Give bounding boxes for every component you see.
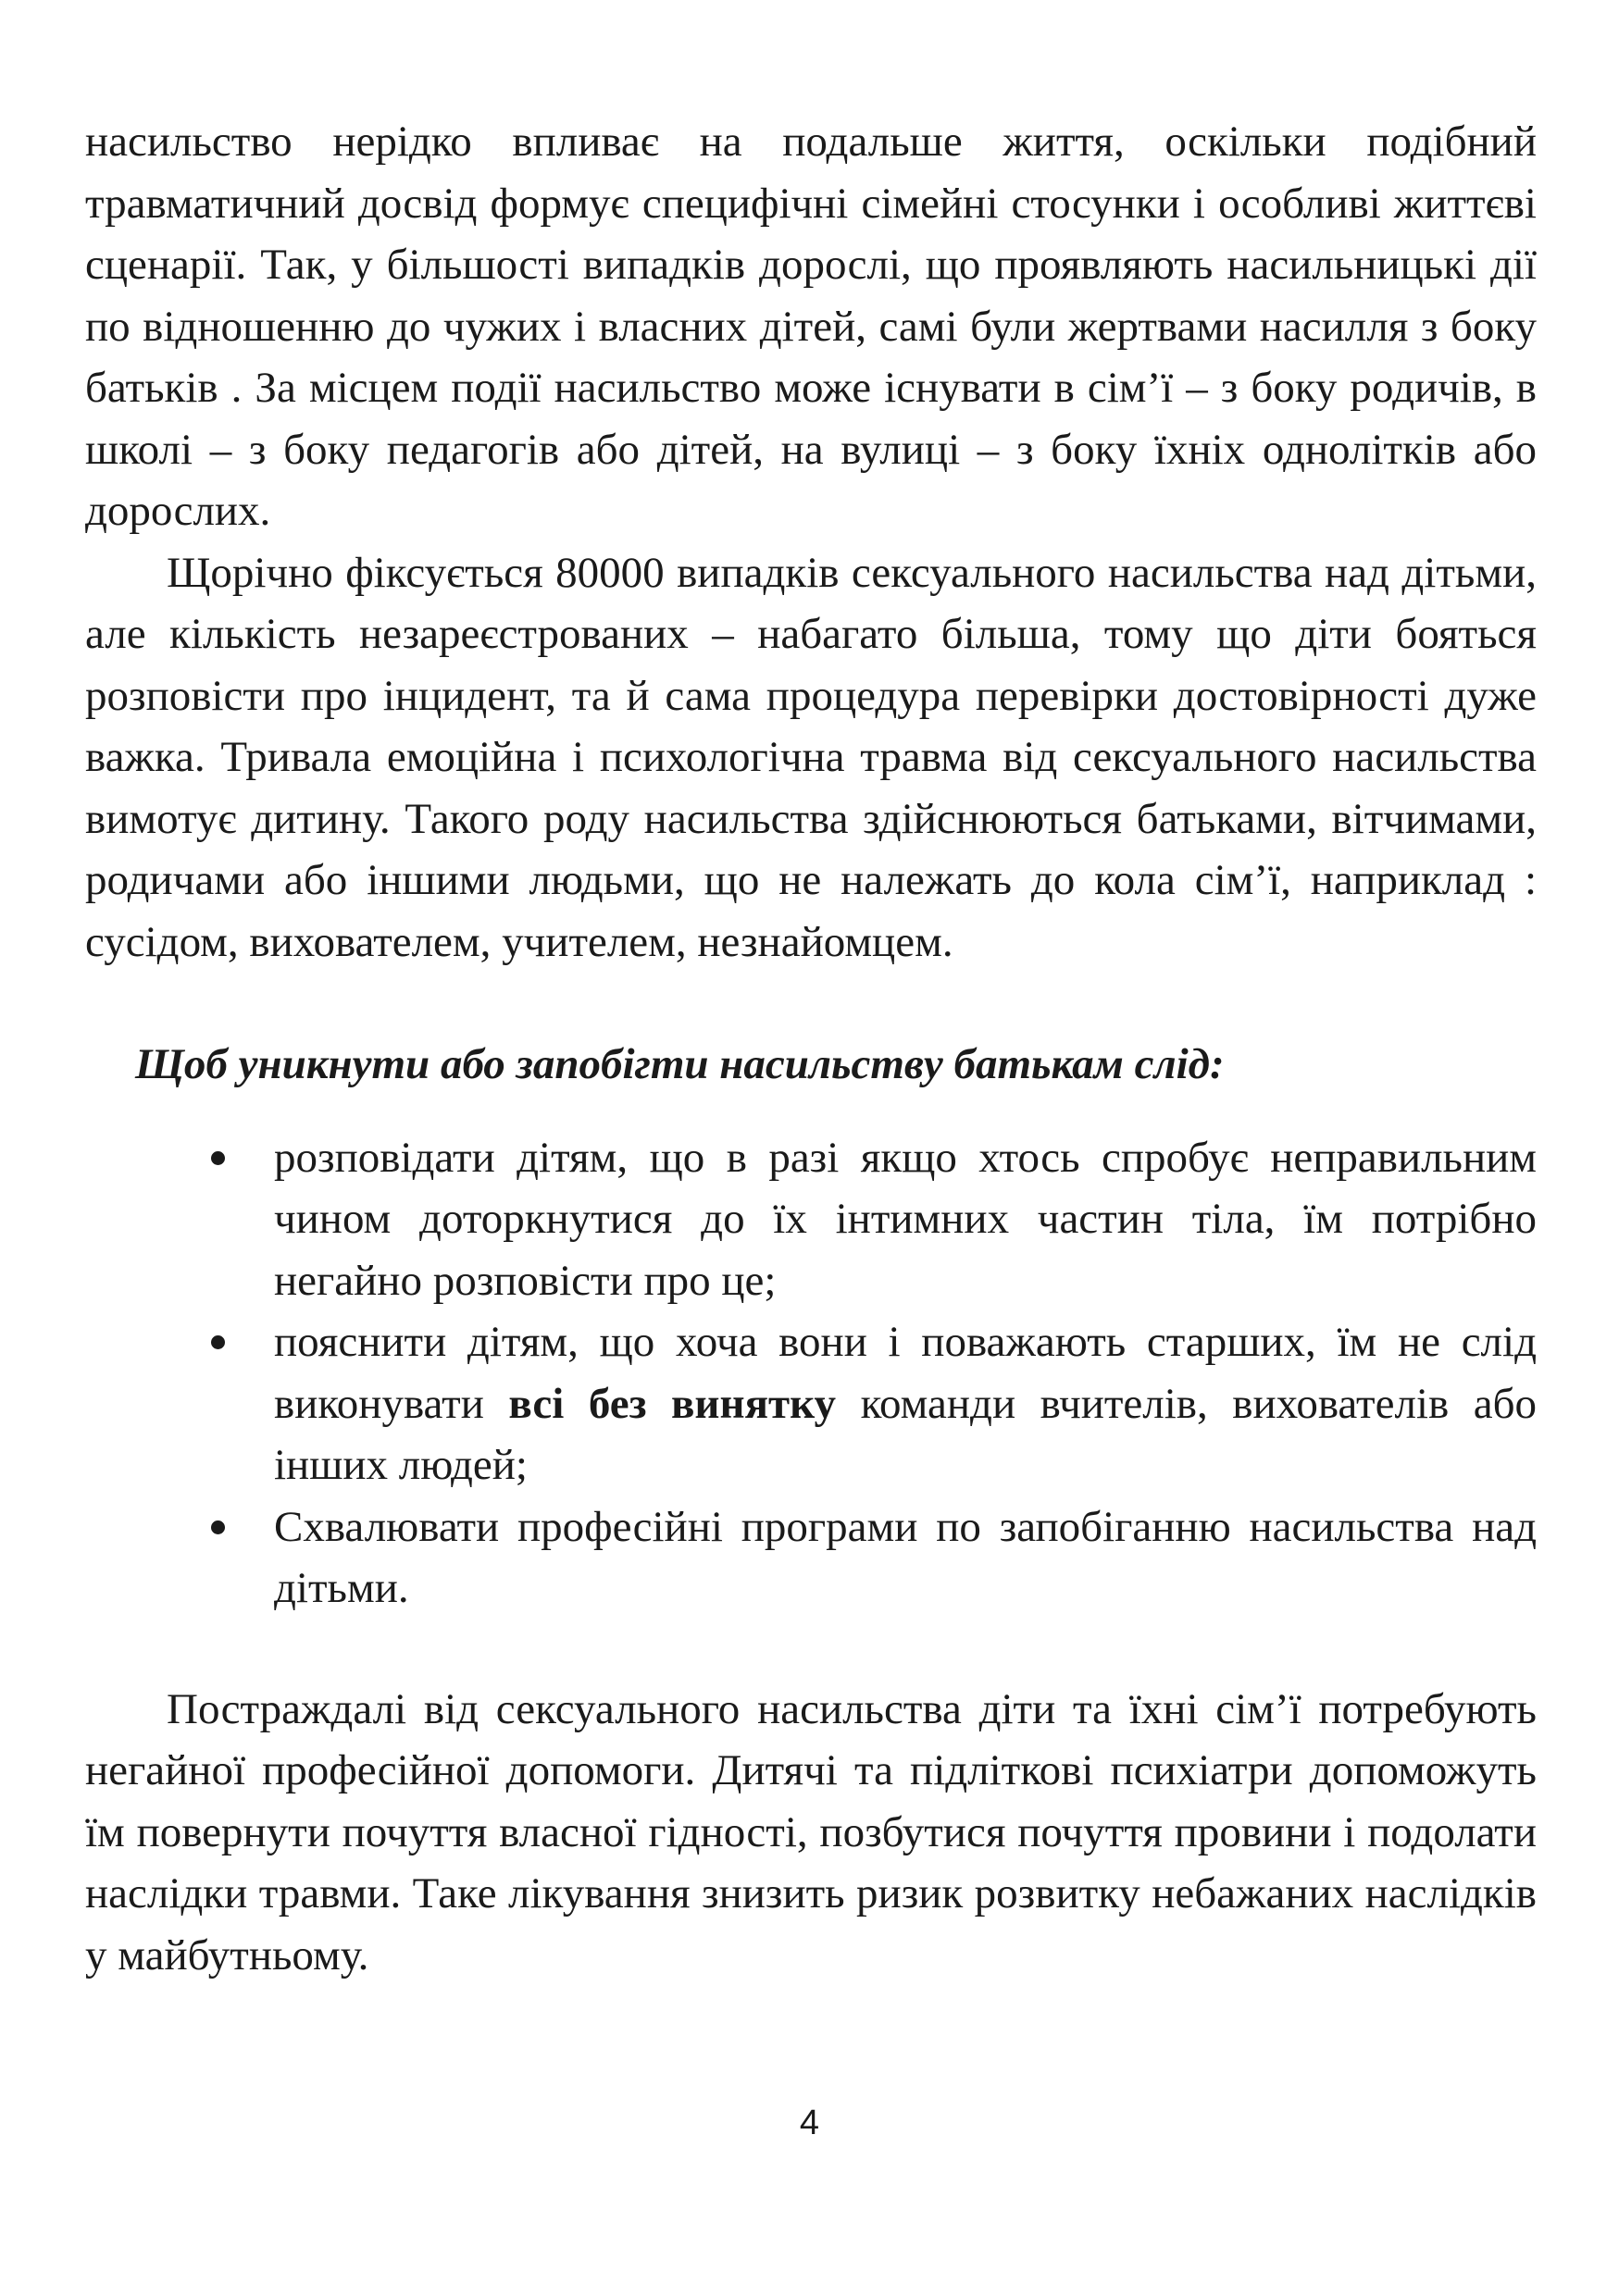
page-number: 4 [799, 2104, 820, 2142]
list-item-text-end: команди вчителів, вихователів або інших людей; [274, 1379, 1537, 1489]
recommendations-list [85, 1127, 1537, 1620]
paragraph-violence-consequences: насильство нерідко впливає на подальше життя, оскільки подібний травматичний досвід формує специфічні сімейні стосунки і особливі життєві сценарії. Так, у більшості випадків дорослі, що проявляють насильницькі дії по відношенню до чужих і власних дітей, самі були жертвами насилля з боку батьків . За місцем події насильство може існувати в сім’ї – з боку родичів, в школі – з боку педагогів або дітей, на вулиці – з боку їхніх однолітків або дорослих. [85, 118, 1537, 535]
document-page [85, 111, 1537, 1986]
list-item-emphasis: всі без винятку [508, 1379, 837, 1428]
bullet-icon [211, 1335, 225, 1349]
bullet-icon [211, 1520, 225, 1534]
list-item [85, 1127, 1537, 1312]
list-item-text: розповідати дітям, що в разі якщо хтось спробує неправильним чином доторкнутися до їх інтимних частин тіла, їм потрібно негайно розповісти про це; [274, 1133, 1537, 1305]
paragraph-statistics: Щорічно фіксується 80000 випадків сексуального насильства над дітьми, але кількість незареєстрованих – набагато більша, тому що діти бояться розповісти про інцидент, та й сама процедура перевірки достовірності дуже важка. Тривала емоційна і психологічна травма від сексуального насильства вимотує дитину. Такого роду насильства здійснюються батьками, вітчимами, родичами або іншими людьми, що не належать до кола сім’ї, наприклад : сусідом, вихователем, учителем, незнайомцем. [85, 548, 1537, 966]
list-item [85, 1496, 1537, 1620]
list-item-text-start: пояснити дітям, що хоча вони і поважають старших, їм не слід виконувати [274, 1318, 1537, 1428]
section-heading: Щоб уникнути або запобігти насильству батькам слід: [135, 1040, 1225, 1088]
paragraph-professional-help: Постраждалі від сексуального насильства діти та їхні сім’ї потребують негайної професійної допомоги. Дитячі та підліткові психіатри допоможуть їм повернути почуття власної гідності, позбутися почуття провини і подолати наслідки травми. Таке лікування знизить ризик розвитку небажаних наслідків у майбутньому. [85, 1684, 1537, 1980]
bullet-icon [211, 1151, 225, 1165]
list-item [85, 1311, 1537, 1496]
list-item-text: Схвалювати професійні програми по запобіганню насильства над дітьми. [274, 1502, 1537, 1612]
